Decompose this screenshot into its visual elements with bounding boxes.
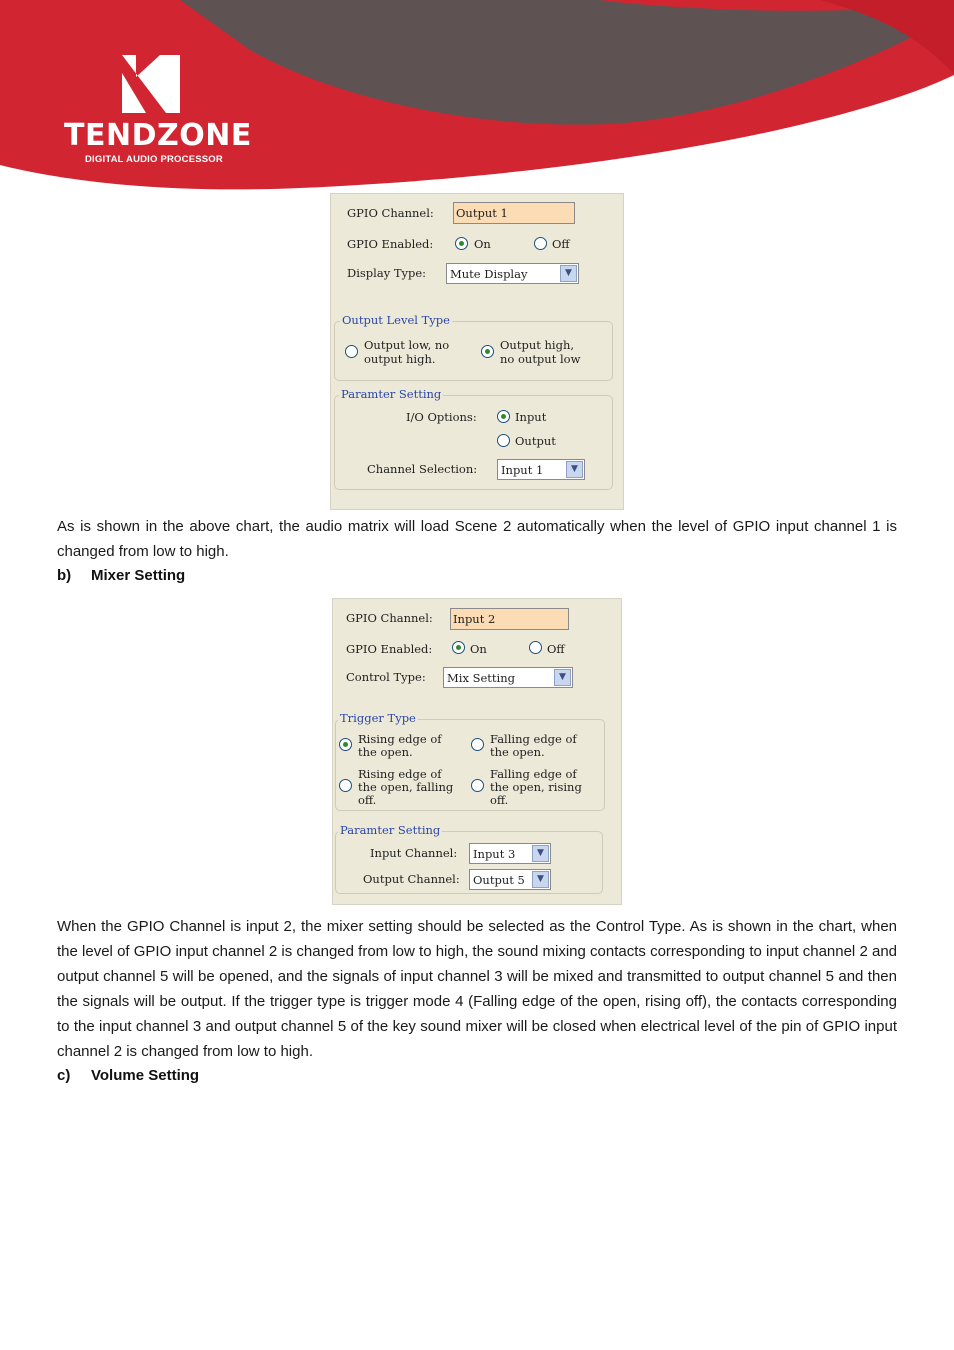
heading-volume-setting [57, 1067, 199, 1084]
gpio-mixer-panel [332, 598, 622, 905]
enabled-off-radio[interactable] [529, 641, 542, 654]
heading-c-number: c) [57, 1067, 71, 1084]
output-channel-value: Output 5 [473, 873, 525, 887]
param-setting-title: Paramter Setting [341, 387, 442, 401]
enabled-on-radio[interactable] [452, 641, 465, 654]
trigger-falling-label-1: Falling edge of [490, 732, 577, 746]
heading-b-text: Mixer Setting [91, 567, 186, 584]
chevron-down-icon: ▼ [554, 669, 571, 686]
channel-selection-select[interactable] [497, 459, 585, 480]
io-input-radio[interactable] [497, 410, 510, 423]
output-channel-label: Output Channel: [363, 872, 460, 886]
control-type-label: Control Type: [346, 670, 426, 684]
brand-name: TENDZONE [64, 118, 252, 153]
output-high-label-2: no output low [500, 352, 581, 366]
display-type-select[interactable] [446, 263, 579, 284]
input-channel-select[interactable] [469, 843, 551, 864]
heading-mixer-setting [57, 567, 185, 584]
chevron-down-icon: ▼ [532, 845, 549, 862]
tendzone-logo-icon [122, 55, 180, 113]
gpio-enabled-label: GPIO Enabled: [346, 642, 433, 656]
gpio-output-panel [330, 193, 624, 510]
trigger-rising-label-1: Rising edge of [358, 732, 442, 746]
trigger-falling-label-2: the open. [490, 745, 545, 759]
trigger-rising-falling-radio[interactable] [339, 779, 352, 792]
input-channel-value: Input 3 [473, 847, 516, 861]
chevron-down-icon: ▼ [566, 461, 583, 478]
channel-selection-value: Input 1 [501, 463, 544, 477]
trigger-rf-label-1: Rising edge of [358, 767, 442, 781]
gpio-enabled-label: GPIO Enabled: [347, 237, 434, 251]
header-banner [0, 0, 954, 195]
gpio-channel-field[interactable]: Input 2 [450, 608, 569, 630]
trigger-rf-label-2: the open, falling [358, 780, 454, 794]
output-channel-select[interactable] [469, 869, 551, 890]
brand-tagline: DIGITAL AUDIO PROCESSOR [85, 154, 223, 165]
io-output-radio[interactable] [497, 434, 510, 447]
output-high-label-1: Output high, [500, 338, 575, 352]
trigger-fr-label-1: Falling edge of [490, 767, 577, 781]
trigger-fr-label-3: off. [490, 793, 509, 807]
display-type-label: Display Type: [347, 266, 427, 280]
enabled-on-label: On [470, 642, 487, 656]
enabled-off-radio[interactable] [534, 237, 547, 250]
channel-selection-label: Channel Selection: [367, 462, 478, 476]
io-options-label: I/O Options: [406, 410, 477, 424]
display-type-value: Mute Display [450, 267, 528, 281]
output-low-label-2: output high. [364, 352, 436, 366]
gpio-channel-label: GPIO Channel: [347, 206, 434, 220]
enabled-on-label: On [474, 237, 491, 251]
enabled-off-label: Off [552, 237, 570, 251]
trigger-rf-label-3: off. [358, 793, 377, 807]
gpio-channel-label: GPIO Channel: [346, 611, 433, 625]
heading-b-number: b) [57, 567, 72, 584]
trigger-rising-radio[interactable] [339, 738, 352, 751]
param-setting-title: Paramter Setting [340, 823, 441, 837]
chevron-down-icon: ▼ [560, 265, 577, 282]
gpio-channel-field[interactable]: Output 1 [453, 202, 575, 224]
heading-c-text: Volume Setting [91, 1067, 200, 1084]
input-channel-label: Input Channel: [370, 846, 458, 860]
paragraph-mixer: When the GPIO Channel is input 2, the mixer setting should be selected as the Control Type. As is shown in the chart, when the level of GPIO input channel 2 is changed from low to high, the sound mixing contacts corresponding to input channel 2 and output channel 5 will be opened, and the signals of input channel 3 will be mixed and transmitted to output channel 5 and then the signals will be output. If the trigger type is trigger mode 4 (Falling edge of the open, rising off), the contacts corresponding to the input channel 3 and output channel 5 of the key sound mixer will be closed when electrical level of the pin of GPIO input channel 2 is changed from low to high. [57, 918, 897, 1060]
trigger-fr-label-2: the open, rising [490, 780, 582, 794]
trigger-falling-radio[interactable] [471, 738, 484, 751]
io-output-label: Output [515, 434, 556, 448]
io-input-label: Input [515, 410, 547, 424]
control-type-value: Mix Setting [447, 671, 515, 685]
enabled-on-radio[interactable] [455, 237, 468, 250]
trigger-rising-label-2: the open. [358, 745, 413, 759]
control-type-select[interactable] [443, 667, 573, 688]
paragraph-scene: As is shown in the above chart, the audio matrix will load Scene 2 automatically when the level of GPIO input channel 1 is changed from low to high. [57, 518, 897, 560]
trigger-falling-rising-radio[interactable] [471, 779, 484, 792]
output-low-label-1: Output low, no [364, 338, 450, 352]
output-low-radio[interactable] [345, 345, 358, 358]
output-level-title: Output Level Type [342, 313, 450, 327]
trigger-type-title: Trigger Type [340, 711, 416, 725]
chevron-down-icon: ▼ [532, 871, 549, 888]
output-high-radio[interactable] [481, 345, 494, 358]
enabled-off-label: Off [547, 642, 565, 656]
